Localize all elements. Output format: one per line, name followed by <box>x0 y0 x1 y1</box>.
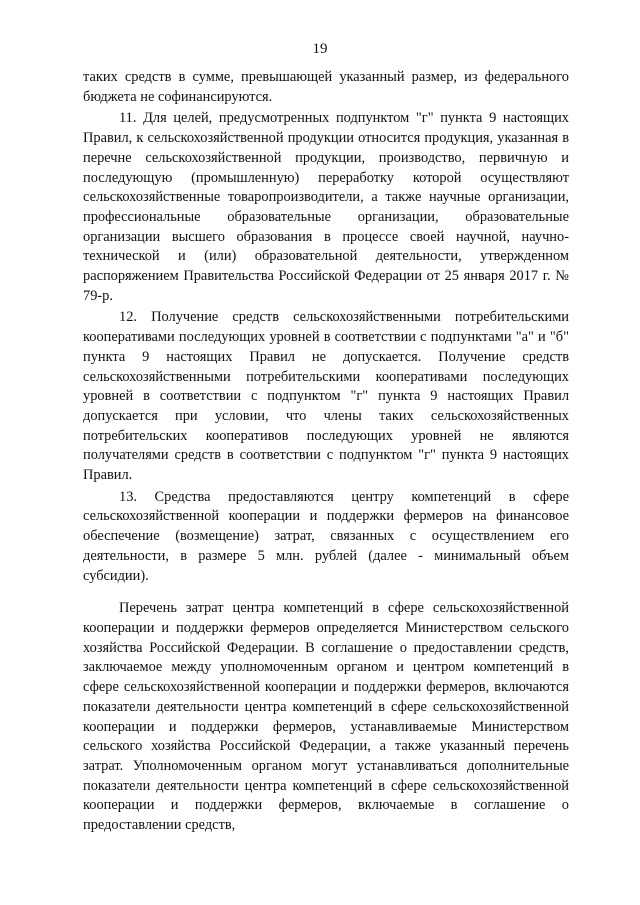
page-number: 19 <box>312 41 328 57</box>
paragraph-13: 13. Средства предоставляются центру компетенций в сфере сельскохозяйственной кооперации и поддержки фермеров на финансовое обеспечение (возмещение) затрат, связанных с осуществлением его деятельности, в размере 5 млн. рублей (далее - минимальный объем субсидии). <box>83 488 569 584</box>
paragraph-11: 11. Для целей, предусмотренных подпунктом "г" пункта 9 настоящих Правил, к сельскохозяйственной продукции относится продукция, указанная в перечне сельскохозяйственной продукции, производство, первичную и последующую (промышленную) переработку которой осуществляют сельскохозяйственные товаропроизводители, а также научные организации, профессиональные образовательные организации, образовательные организации высшего образования в процессе своей научной, научно-технической и (или) образовательной деятельности, утвержденном распоряжением Правительства Российской Федерации от 25 января 2017 г. № 79-р. <box>83 110 569 304</box>
paragraph-cost-list: Перечень затрат центра компетенций в сфере сельскохозяйственной кооперации и поддержки фермеров определяется Министерством сельского хозяйства Российской Федерации. В соглашение о предоставлении средств, заключаемое между уполномоченным органом и центром компетенций в сфере сельскохозяйственной кооперации и поддержки фермеров, включаются показатели деятельности центра компетенций в сфере сельскохозяйственной кооперации и поддержки фермеров, устанавливаемые Министерством сельского хозяйства Российской Федерации, а также указанный перечень затрат. Уполномоченным органом могут устанавливаться дополнительные показатели деятельности центра компетенций в сфере сельскохозяйственной кооперации и поддержки фермеров, включаемые в соглашение о предоставлении средств, <box>83 600 569 834</box>
paragraph-continuation: таких средств в сумме, превышающей указанный размер, из федерального бюджета не софинансируются. <box>83 69 569 105</box>
paragraph-12: 12. Получение средств сельскохозяйственными потребительскими кооперативами последующих уровней в соответствии с подпунктами "а" и "б" пункта 9 настоящих Правил не допускается. Получение средств сельскохозяйственными потребительскими кооперативами последующих уровней в соответствии с подпунктом "г" пункта 9 настоящих Правил допускается при условии, что члены таких сельскохозяйственных потребительских кооперативов последующих уровней не являются получателями средств в соответствии с подпунктом "г" пункта 9 настоящих Правил. <box>83 309 569 484</box>
document-body <box>83 68 569 836</box>
